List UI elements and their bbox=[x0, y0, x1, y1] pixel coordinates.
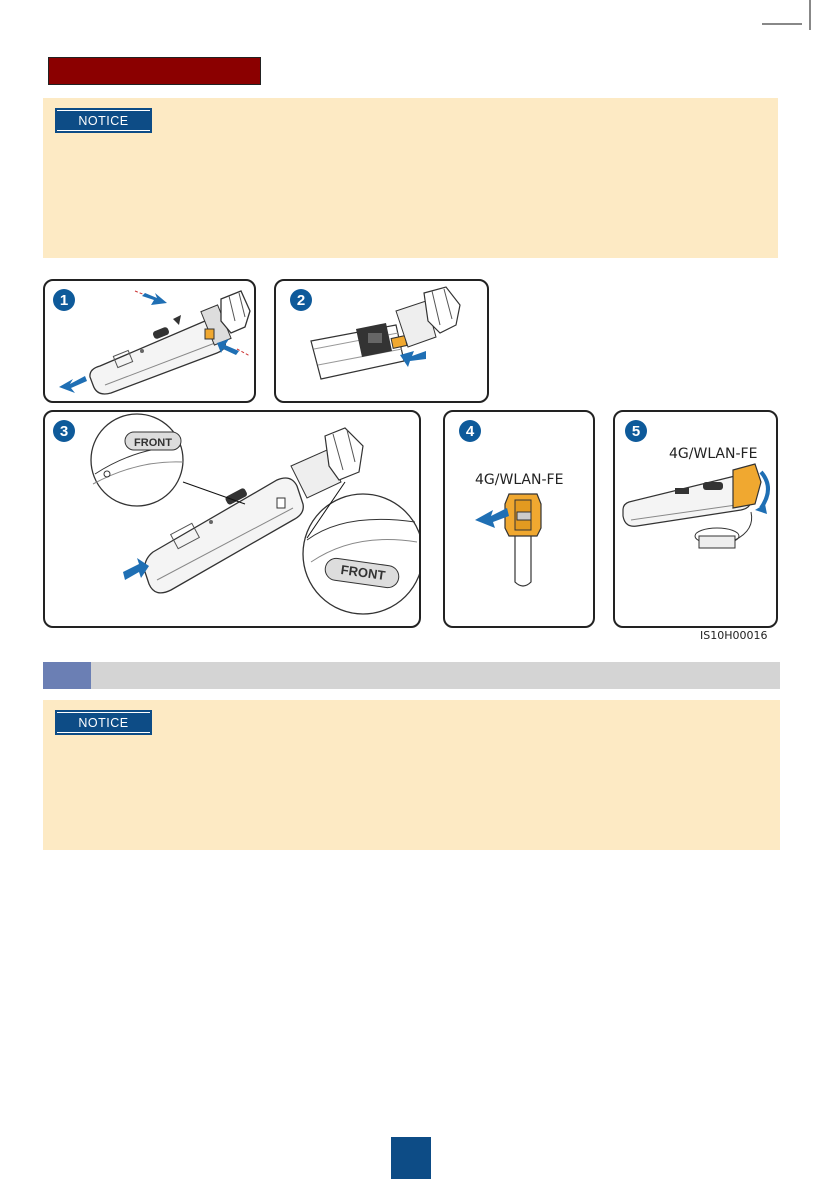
step-2-panel bbox=[274, 279, 489, 403]
notice-badge: NOTICE bbox=[55, 108, 152, 133]
step-number: 1 bbox=[53, 289, 75, 311]
crop-mark-icon bbox=[762, 0, 822, 30]
page-number-box bbox=[391, 1137, 431, 1179]
port-label: 4G/WLAN-FE bbox=[669, 446, 758, 462]
notice-box bbox=[43, 700, 780, 850]
dongle-remove-cover-illustration bbox=[45, 281, 256, 403]
step-number: 4 bbox=[459, 420, 481, 442]
step-3-panel bbox=[43, 410, 421, 628]
notice-badge: NOTICE bbox=[55, 710, 152, 735]
step-number: 2 bbox=[290, 289, 312, 311]
front-callout-label: FRONT bbox=[339, 561, 387, 584]
step-number: 3 bbox=[53, 420, 75, 442]
front-callout-label: FRONT bbox=[134, 437, 172, 449]
notice-box bbox=[43, 98, 778, 258]
step-1-panel bbox=[43, 279, 256, 403]
step-4-panel bbox=[443, 410, 595, 628]
port-cap-removal-illustration bbox=[445, 412, 595, 628]
port-label: 4G/WLAN-FE bbox=[475, 472, 564, 488]
subsection-heading-bar bbox=[43, 662, 780, 689]
figure-id: IS10H00016 bbox=[700, 629, 768, 642]
heading-marker bbox=[43, 662, 91, 689]
dongle-install-illustration bbox=[45, 412, 421, 628]
step-5-panel bbox=[613, 410, 778, 628]
section-title-bar bbox=[48, 57, 261, 85]
dongle-attach-port-illustration bbox=[615, 412, 778, 628]
step-number: 5 bbox=[625, 420, 647, 442]
